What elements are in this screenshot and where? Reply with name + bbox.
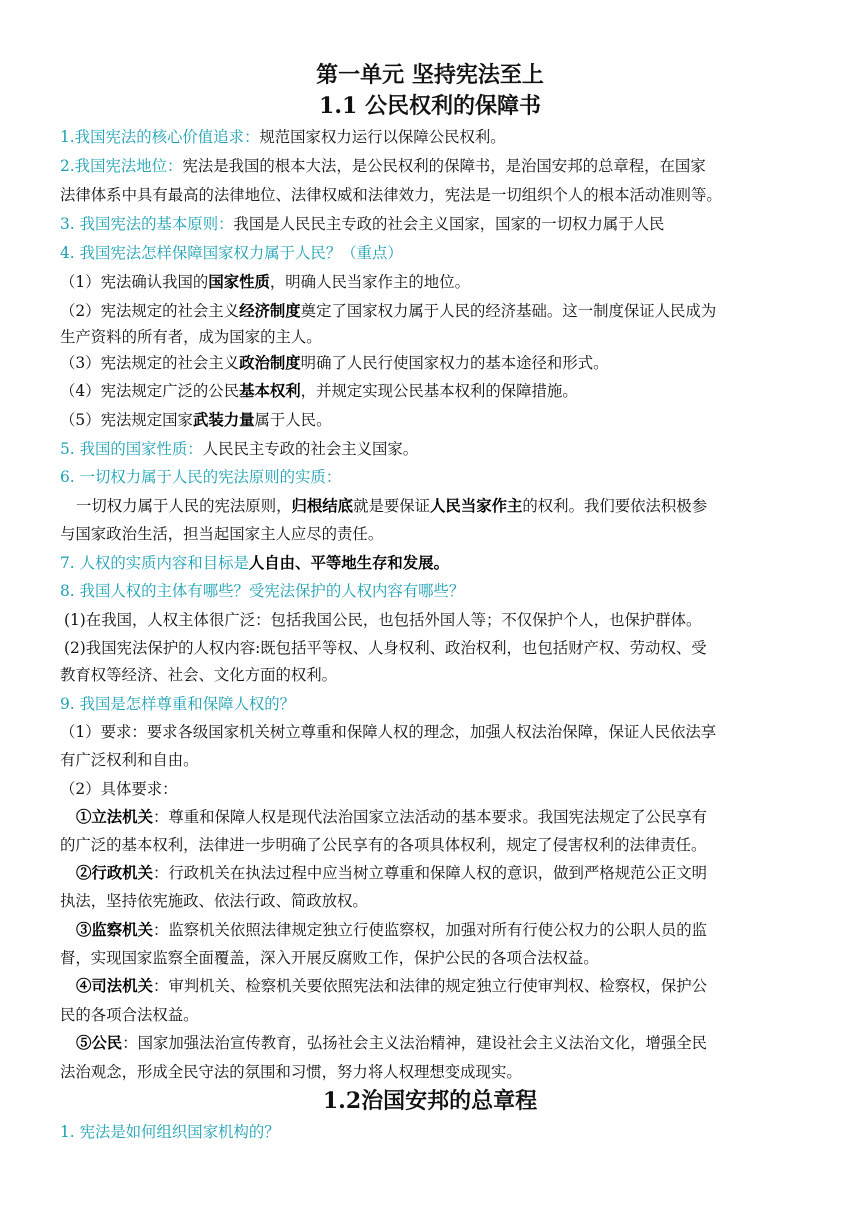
item-2-line-2: 法律体系中具有最高的法律地位、法律权威和法律效力，宪法是一切组织个人的根本活动准则等。 (60, 186, 722, 204)
item-7 (60, 552, 449, 574)
item-6-question: 6. 一切权力属于人民的宪法原则的实质： (60, 468, 342, 486)
item-6-line-2: 与国家政治生活，担当起国家主人应尽的责任。 (60, 525, 384, 543)
item-3-question: 3. 我国宪法的基本原则： (60, 215, 234, 233)
text: ，明确人民当家作主的地位。 (269, 273, 470, 291)
req-legislative (76, 806, 707, 828)
text: ：尊重和保障人权是现代法治国家立法活动的基本要求。我国宪法规定了公民享有 (152, 808, 708, 826)
item-3-answer: 我国是人民民主专政的社会主义国家，国家的一切权力属于人民 (233, 215, 665, 233)
section-title: 1.1 公民权利的保障书 (319, 93, 541, 119)
text: ：行政机关在执法过程中应当树立尊重和保障人权的意识，做到严格规范公正文明 (152, 864, 708, 882)
item-1 (60, 126, 506, 148)
item-5 (60, 438, 418, 460)
req-supervisory (76, 919, 707, 941)
item-9-1: （1）要求：要求各级国家机关树立尊重和保障人权的理念，加强人权法治保障，保证人民依法享 (60, 723, 717, 741)
item-4-5 (60, 409, 331, 431)
section-2-title: 1.2治国安邦的总章程 (322, 1088, 538, 1114)
item-6-line-1 (76, 495, 707, 517)
item-2-question: 2.我国宪法地位： (60, 157, 183, 175)
item-4-1 (60, 271, 470, 293)
keyword: 武装力量 (192, 411, 255, 429)
unit-title: 第一单元 坚持宪法至上 (316, 62, 544, 88)
text: 属于人民。 (254, 411, 332, 429)
keyword: 经济制度 (239, 302, 301, 320)
text: ：监察机关依照法律规定独立行使监察权，加强对所有行使公权力的公职人员的监 (152, 921, 708, 939)
item-9-2: （2）具体要求： (60, 780, 178, 798)
req-legislative-cont: 的广泛的基本权利，法律进一步明确了公民享有的各项具体权利，规定了侵害权利的法律责任。 (60, 836, 707, 854)
req-administrative-cont: 执法，坚持依宪施政、依法行政、简政放权。 (60, 892, 368, 910)
item-4-2 (60, 300, 716, 322)
text: 就是要保证 (353, 497, 431, 515)
keyword: 归根结底 (291, 497, 354, 515)
item-8-1: (1)在我国，人权主体很广泛：包括我国公民，也包括外国人等；不仅保护个人，也保护群体。 (64, 611, 702, 629)
item-2-answer: 宪法是我国的根本大法，是公民权利的保障书，是治国安邦的总章程，在国家 (182, 157, 706, 175)
item-1-question: 1.我国宪法的核心价值追求： (60, 128, 260, 146)
item-5-answer: 人民民主专政的社会主义国家。 (202, 440, 419, 458)
keyword: 基本权利 (239, 382, 301, 400)
req-citizens (76, 1032, 707, 1054)
req-label: ④司法机关 (76, 977, 153, 995)
text: （1）宪法确认我国的 (60, 273, 209, 291)
req-label: ③监察机关 (76, 921, 153, 939)
text: ：审判机关、检察机关要依照宪法和法律的规定独立行使审判权、检察权，保护公 (152, 977, 708, 995)
item-8-2-cont: 教育权等经济、社会、文化方面的权利。 (60, 666, 338, 684)
item-4-2-cont: 生产资料的所有者，成为国家的主人。 (60, 328, 322, 346)
text: （3）宪法规定的社会主义 (60, 354, 240, 372)
text: ，并规定实现公民基本权利的保障措施。 (300, 382, 578, 400)
item-1-answer: 规范国家权力运行以保障公民权利。 (259, 128, 506, 146)
req-label: ⑤公民 (76, 1034, 123, 1052)
text: （5）宪法规定国家 (60, 411, 193, 429)
item-2-line-1 (60, 155, 706, 177)
text: （2）宪法规定的社会主义 (60, 302, 240, 320)
text: 一切权力属于人民的宪法原则， (76, 497, 292, 515)
section-2-item-1: 1. 宪法是如何组织国家机构的？ (60, 1123, 280, 1141)
item-9-question: 9. 我国是怎样尊重和保障人权的？ (60, 695, 296, 713)
item-7-question: 7. 人权的实质内容和目标是 (60, 554, 249, 572)
item-8-question: 8. 我国人权的主体有哪些？受宪法保护的人权内容有哪些？ (60, 582, 465, 600)
req-judicial (76, 975, 707, 997)
item-5-question: 5. 我国的国家性质： (60, 440, 203, 458)
item-4-4 (60, 380, 578, 402)
text: 明确了人民行使国家权力的基本途径和形式。 (300, 354, 609, 372)
keyword: 国家性质 (208, 273, 270, 291)
item-8-2: (2)我国宪法保护的人权内容:既包括平等权、人身权利、政治权利，也包括财产权、劳动权、受 (64, 639, 707, 657)
item-4-3 (60, 352, 609, 374)
req-administrative (76, 862, 707, 884)
text: 奠定了国家权力属于人民的经济基础。这一制度保证人民成为 (300, 302, 717, 320)
text: ：国家加强法治宣传教育，弘扬社会主义法治精神，建设社会主义法治文化，增强全民 (122, 1034, 708, 1052)
keyword: 政治制度 (239, 354, 301, 372)
text: 的权利。我们要依法积极参 (522, 497, 708, 515)
req-label: ②行政机关 (76, 864, 153, 882)
req-supervisory-cont: 督，实现国家监察全面覆盖，深入开展反腐败工作，保护公民的各项合法权益。 (60, 949, 599, 967)
item-9-1-cont: 有广泛权利和自由。 (60, 751, 199, 769)
item-7-answer: 人自由、平等地生存和发展。 (248, 554, 449, 572)
req-citizens-cont: 法治观念，形成全民守法的氛围和习惯，努力将人权理想变成现实。 (60, 1063, 522, 1081)
text: （4）宪法规定广泛的公民 (60, 382, 240, 400)
item-3 (60, 213, 664, 235)
keyword: 人民当家作主 (430, 497, 523, 515)
req-label: ①立法机关 (76, 808, 153, 826)
item-4-question: 4. 我国宪法怎样保障国家权力属于人民？（重点） (60, 244, 403, 262)
req-judicial-cont: 民的各项合法权益。 (60, 1006, 199, 1024)
